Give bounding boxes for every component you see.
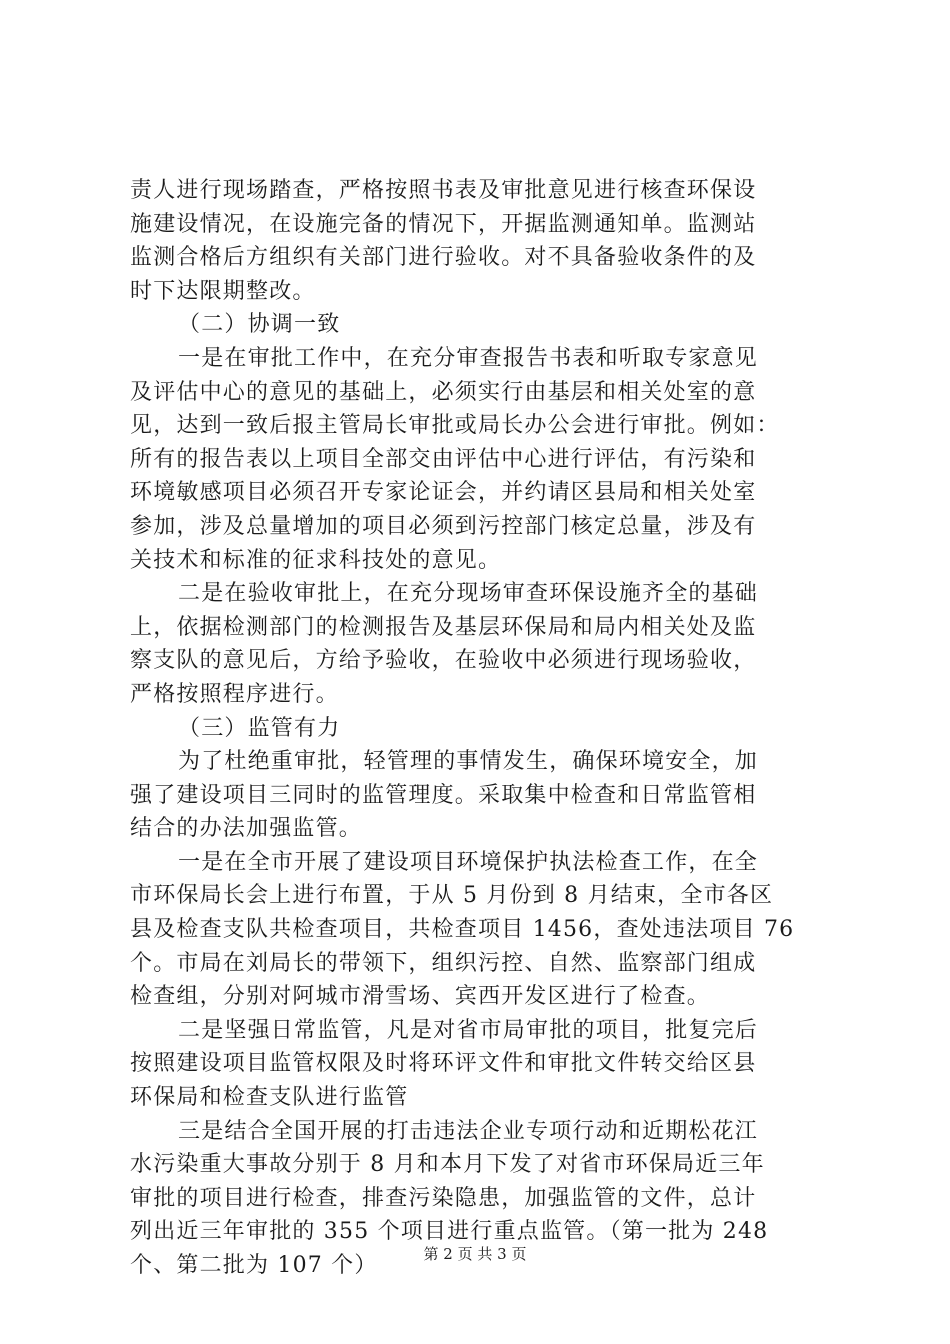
text-line: 上，依据检测部门的检测报告及基层环保局和局内相关处及监 <box>130 614 757 640</box>
text-line: 为了杜绝重审批，轻管理的事情发生，确保环境安全，加 <box>178 749 759 775</box>
text-line: 个。市局在刘局长的带领下，组织污控、自然、监察部门组成 <box>130 950 757 976</box>
text-line: 见，达到一致后报主管局长审批或局长办公会进行审批。例如： <box>130 413 780 439</box>
text-line: 一是在审批工作中，在充分审查报告书表和听取专家意见 <box>178 345 759 371</box>
text-line: 环境敏感项目必须召开专家论证会，并约请区县局和相关处室 <box>130 480 757 506</box>
text-line: 察支队的意见后，方给予验收，在验收中必须进行现场验收， <box>130 648 757 674</box>
text-line: 参加，涉及总量增加的项目必须到污控部门核定总量，涉及有 <box>130 513 757 539</box>
text-line: 环保局和检查支队进行监管 <box>130 1085 409 1111</box>
text-line: 按照建设项目监管权限及时将环评文件和审批文件转交给区县 <box>130 1051 757 1077</box>
document-body <box>130 174 830 1283</box>
text-line: 强了建设项目三同时的监管理度。采取集中检查和日常监管相 <box>130 782 757 808</box>
text-line: 二是坚强日常监管，凡是对省市局审批的项目，批复完后 <box>178 1017 759 1043</box>
text-line: 所有的报告表以上项目全部交由评估中心进行评估，有污染和 <box>130 446 757 472</box>
page-footer: 第 2 页 共 3 页 <box>423 1245 527 1263</box>
text-line: 二是在验收审批上，在充分现场审查环保设施齐全的基础 <box>178 581 759 607</box>
text-line: 检查组，分别对阿城市滑雪场、宾西开发区进行了检查。 <box>130 984 711 1010</box>
text-line: 关技术和标准的征求科技处的意见。 <box>130 547 502 573</box>
text-line: 县及检查支队共检查项目，共检查项目 1456，查处违法项目 76 <box>130 917 795 943</box>
text-line: 及评估中心的意见的基础上，必须实行由基层和相关处室的意 <box>130 379 757 405</box>
text-line: 时下达限期整改。 <box>130 278 316 304</box>
text-line: 施建设情况，在设施完备的情况下，开据监测通知单。监测站 <box>130 211 757 237</box>
text-line: 监测合格后方组织有关部门进行验收。对不具备验收条件的及 <box>130 245 757 271</box>
text-line: 列出近三年审批的 355 个项目进行重点监管。（第一批为 248 <box>130 1219 769 1245</box>
text-line: （三）监管有力 <box>178 715 341 741</box>
text-line: 严格按照程序进行。 <box>130 681 339 707</box>
text-line: 审批的项目进行检查，排查污染隐患，加强监管的文件，总计 <box>130 1185 757 1211</box>
text-line: 水污染重大事故分别于 8 月和本月下发了对省市环保局近三年 <box>130 1152 765 1178</box>
text-line: 一是在全市开展了建设项目环境保护执法检查工作，在全 <box>178 849 759 875</box>
text-line: 三是结合全国开展的打击违法企业专项行动和近期松花江 <box>178 1118 759 1144</box>
text-line: 市环保局长会上进行布置，于从 5 月份到 8 月结束，全市各区 <box>130 883 774 909</box>
text-line: 个、第二批为 107 个） <box>130 1253 378 1278</box>
text-line: 责人进行现场踏查，严格按照书表及审批意见进行核查环保设 <box>130 178 757 203</box>
text-line: 结合的办法加强监管。 <box>130 816 363 842</box>
text-line: （二）协调一致 <box>178 312 341 338</box>
